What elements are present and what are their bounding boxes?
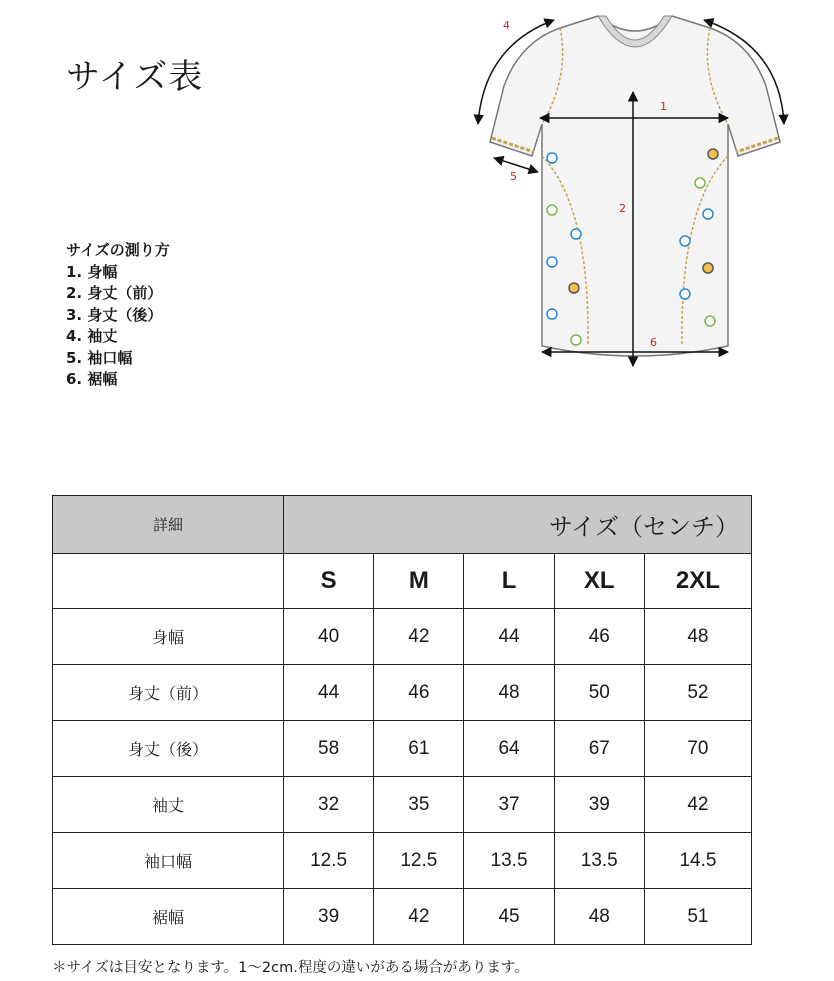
- size-header-row: [53, 554, 752, 609]
- guide-list: [66, 262, 170, 391]
- size-m: M: [374, 554, 464, 609]
- size-table: [52, 495, 752, 945]
- row-label: 身幅: [53, 609, 284, 665]
- row-label: 袖口幅: [53, 833, 284, 889]
- measurement-guide: [66, 240, 170, 391]
- table-cell: 42: [374, 889, 464, 945]
- table-cell: 13.5: [554, 833, 644, 889]
- table-cell: 12.5: [374, 833, 464, 889]
- table-cell: 61: [374, 721, 464, 777]
- table-cell: 39: [554, 777, 644, 833]
- table-cell: 40: [284, 609, 374, 665]
- row-label: 裾幅: [53, 889, 284, 945]
- size-l: L: [464, 554, 554, 609]
- size-s: S: [284, 554, 374, 609]
- detail-header: 詳細: [53, 496, 284, 554]
- marker-1: 1: [660, 100, 667, 113]
- table-cell: 58: [284, 721, 374, 777]
- row-label: 袖丈: [53, 777, 284, 833]
- table-cell: 39: [284, 889, 374, 945]
- table-cell: 14.5: [644, 833, 751, 889]
- table-cell: 46: [374, 665, 464, 721]
- marker-5: 5: [510, 170, 517, 183]
- table-row: [53, 889, 752, 945]
- row-label: 身丈（前）: [53, 665, 284, 721]
- row-label: 身丈（後）: [53, 721, 284, 777]
- table-cell: 48: [644, 609, 751, 665]
- table-cell: 44: [464, 609, 554, 665]
- table-cell: 37: [464, 777, 554, 833]
- footnote: ＊サイズは目安となります。1〜2cm.程度の違いがある場合があります。: [52, 960, 529, 976]
- table-header-row: [53, 496, 752, 554]
- table-cell: 70: [644, 721, 751, 777]
- marker-6: 6: [650, 336, 657, 349]
- table-cell: 48: [554, 889, 644, 945]
- table-cell: 50: [554, 665, 644, 721]
- guide-item: 5. 袖口幅: [66, 348, 133, 367]
- table-cell: 12.5: [284, 833, 374, 889]
- table-cell: 46: [554, 609, 644, 665]
- guide-item: 1. 身幅: [66, 262, 118, 281]
- table-cell: 42: [374, 609, 464, 665]
- table-cell: 64: [464, 721, 554, 777]
- table-cell: 32: [284, 777, 374, 833]
- table-cell: 51: [644, 889, 751, 945]
- empty-cell: [53, 554, 284, 609]
- table-row: [53, 609, 752, 665]
- table-row: [53, 665, 752, 721]
- shirt-measurement-diagram: [470, 6, 800, 376]
- table-cell: 45: [464, 889, 554, 945]
- table-cell: 13.5: [464, 833, 554, 889]
- table-cell: 42: [644, 777, 751, 833]
- guide-item: 2. 身丈（前）: [66, 284, 163, 302]
- guide-item: 4. 袖丈: [66, 327, 118, 345]
- guide-heading: サイズの測り方: [66, 241, 170, 259]
- unit-header: サイズ（センチ）: [284, 496, 752, 554]
- table-cell: 52: [644, 665, 751, 721]
- table-row: [53, 777, 752, 833]
- guide-item: 6. 裾幅: [66, 370, 118, 388]
- table-cell: 35: [374, 777, 464, 833]
- size-2xl: 2XL: [644, 554, 751, 609]
- size-xl: XL: [554, 554, 644, 609]
- table-cell: 44: [284, 665, 374, 721]
- table-cell: 48: [464, 665, 554, 721]
- table-row: [53, 721, 752, 777]
- shirt-icon: [490, 16, 780, 356]
- page-title: サイズ表: [66, 56, 204, 97]
- marker-2: 2: [619, 202, 626, 215]
- table-cell: 67: [554, 721, 644, 777]
- marker-4: 4: [503, 19, 510, 32]
- guide-item: 3. 身丈（後）: [66, 305, 163, 324]
- table-row: [53, 833, 752, 889]
